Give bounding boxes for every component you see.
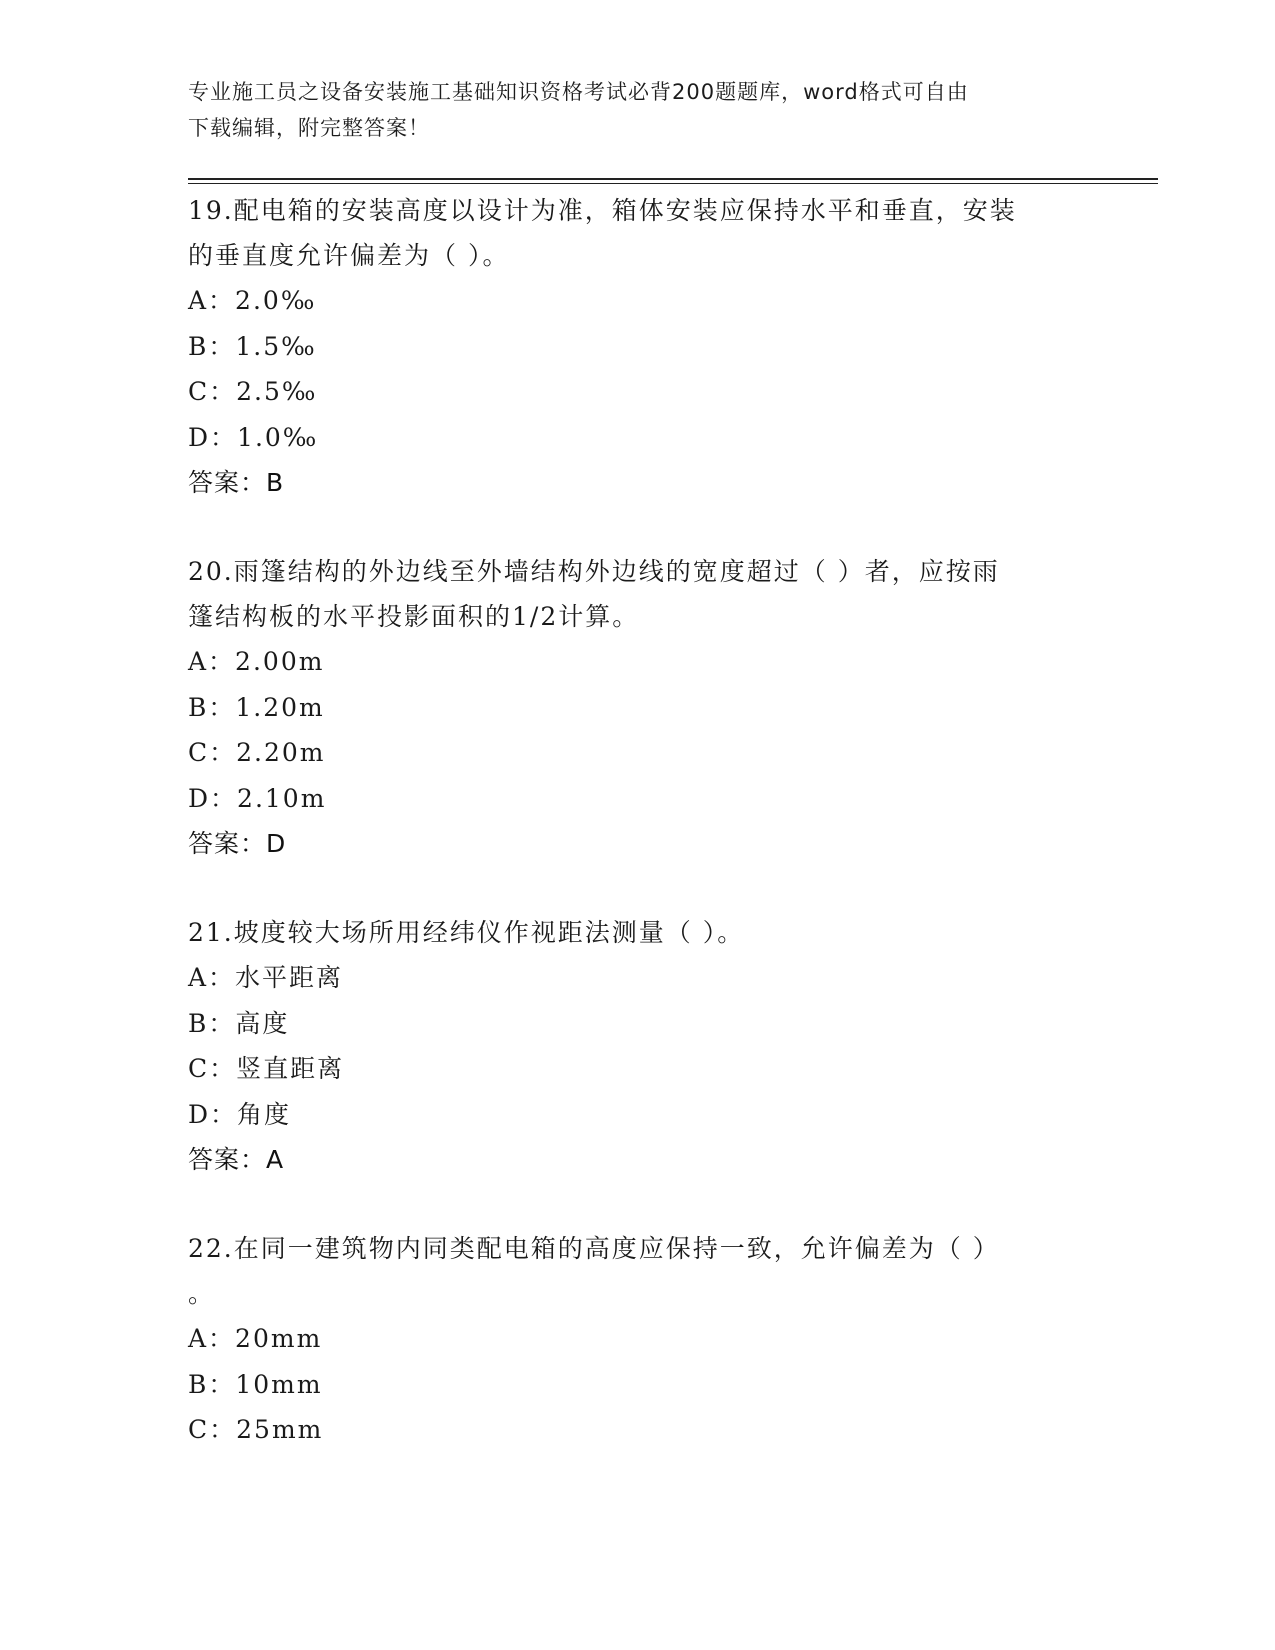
option-a: A：2.00m xyxy=(188,647,325,676)
option-a: A：水平距离 xyxy=(188,963,344,992)
question-stem: 22.在同一建筑物内同类配电箱的高度应保持一致，允许偏差为（ ） xyxy=(188,1234,1000,1263)
question-stem: 篷结构板的水平投影面积的1/2计算。 xyxy=(188,602,640,631)
option-b: B：高度 xyxy=(188,1008,290,1038)
option-c: C：25mm xyxy=(188,1415,324,1444)
option-b: B：1.5‰ xyxy=(188,331,317,361)
option-b: B：1.20m xyxy=(188,692,325,722)
header-divider-thick xyxy=(188,178,1158,180)
option-d: D：2.10m xyxy=(188,783,327,813)
question-list xyxy=(188,188,1088,1497)
option-c: C：2.5‰ xyxy=(188,377,318,406)
question-stem: 21.坡度较大场所用经纬仪作视距法测量（ ）。 xyxy=(188,918,745,947)
option-d: D：角度 xyxy=(188,1099,292,1129)
answer-line: 答案：B xyxy=(188,468,285,497)
header-line-1: 专业施工员之设备安装施工基础知识资格考试必背200题题库，word格式可自由 xyxy=(188,80,969,104)
answer-line: 答案：D xyxy=(188,829,287,858)
question-stem: 的垂直度允许偏差为（ ）。 xyxy=(188,241,510,270)
header-divider-thin xyxy=(188,183,1158,184)
option-a: A：20mm xyxy=(188,1324,323,1353)
question-22 xyxy=(188,1226,1088,1453)
question-stem: 。 xyxy=(188,1279,216,1308)
option-c: C：竖直距离 xyxy=(188,1054,345,1083)
answer-line: 答案：A xyxy=(188,1145,285,1174)
header-line-2: 下载编辑，附完整答案！ xyxy=(188,116,430,140)
document-header xyxy=(188,74,1088,146)
option-d: D：1.0‰ xyxy=(188,422,319,452)
option-b: B：10mm xyxy=(188,1369,323,1399)
option-a: A：2.0‰ xyxy=(188,286,317,315)
question-20 xyxy=(188,549,1088,866)
question-stem: 20.雨篷结构的外边线至外墙结构外边线的宽度超过（ ）者，应按雨 xyxy=(188,557,1000,586)
question-19 xyxy=(188,188,1088,505)
question-stem: 19.配电箱的安装高度以设计为准，箱体安装应保持水平和垂直，安装 xyxy=(188,196,1017,225)
question-21 xyxy=(188,910,1088,1182)
option-c: C：2.20m xyxy=(188,738,326,767)
